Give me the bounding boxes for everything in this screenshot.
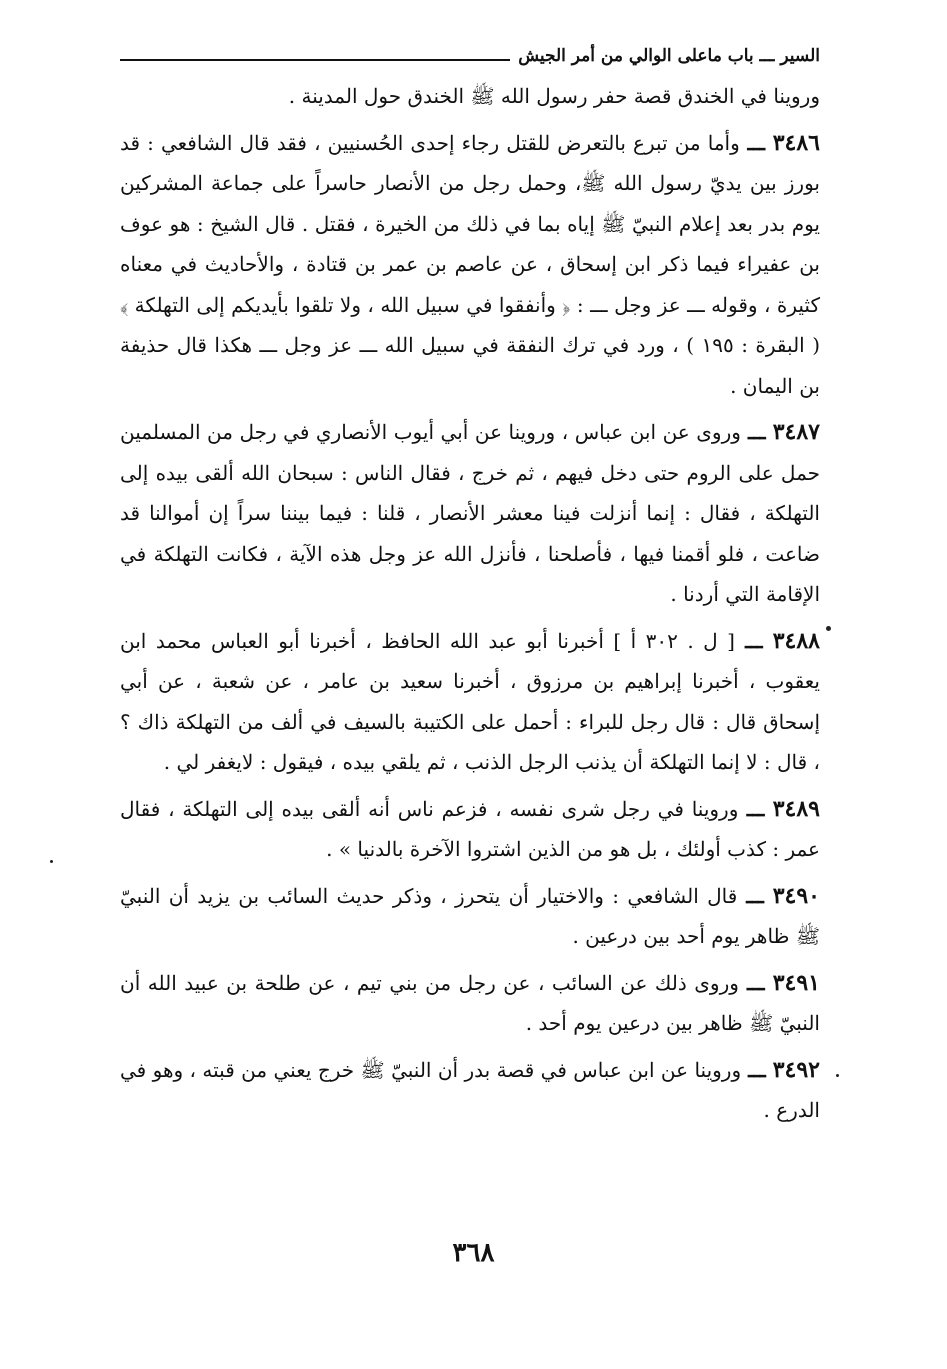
entry-text: وروى عن ابن عباس ، وروينا عن أبي أيوب الأنصاري في رجل من المسلمين حمل على الروم حتى دخل فيهم ، ثم خرج ، فقال الناس : سبحان الله ألقى بيده إلى التهلكة ، فقال : إنما أنزلت فينا معشر الأنصار ، قلنا : فيما بيننا سراً إن أموالنا قد ضاعت ، فلو أقمنا فيها ، فأصلحنا ، فأنزل الله عز وجل هذه الآية ، فكانت التهلكة في الإقامة التي أردنا . (120, 420, 820, 606)
entry-number: ٣٤٨٦ (772, 129, 820, 156)
page-number: ٣٦٨ (452, 1238, 495, 1268)
entry-paragraph (120, 1050, 820, 1131)
entry-number: ٣٤٨٧ (772, 419, 820, 445)
entry-dash: ـــ (741, 1057, 773, 1082)
entry-number: ٣٤٩٢ (772, 1056, 820, 1083)
entry-paragraph (120, 789, 820, 870)
entries-list (120, 123, 820, 1131)
entry-number: ٣٤٩٠ (772, 882, 820, 909)
entry-dash: ـــ (739, 130, 773, 155)
document-page (120, 40, 820, 1340)
entry-number: ٣٤٩١ (772, 969, 820, 996)
scan-speck (50, 860, 53, 863)
entry-paragraph (120, 621, 820, 783)
entry-dash: ـــ (738, 796, 773, 821)
entry-text: قال الشافعي : والاختيار أن يتحرز ، وذكر حديث السائب بن يزيد أن النبيّ ﷺ ظاهر يوم أحد بين درعين . (120, 883, 820, 948)
entry-text: وأما من تبرع بالتعرض للقتل رجاء إحدى الحُسنيين ، فقد قال الشافعي : قد بورز بين يديّ رسول الله ﷺ، وحمل رجل من الأنصار حاسراً على جماعة المشركين يوم بدر بعد إعلام النبيّ ﷺ إياه بما في ذلك من الخيرة ، فقتل . قال الشيخ : هو عوف بن عفيراء فيما ذكر ابن إسحاق ، عن عاصم بن عمر بن قتادة ، والأحاديث في معناه كثيرة ، وقوله ـــ عز وجل ـــ : ﴿ وأنفقوا في سبيل الله ، ولا تلقوا بأيديكم إلى التهلكة ﴾ ( البقرة : ١٩٥ ) ، ورد في ترك النفقة في سبيل الله ـــ عز وجل ـــ هكذا قال حذيفة بن اليمان . (120, 130, 820, 398)
entry-text: وروينا عن ابن عباس في قصة بدر أن النبيّ ﷺ خرج يعني من قبته ، وهو في الدرع . (120, 1057, 820, 1122)
entry-text: [ ل . ٣٠٢ أ ] أخبرنا أبو عبد الله الحافظ ، أخبرنا أبو العباس محمد ابن يعقوب ، أخبرنا إبراهيم بن مرزوق ، أخبرنا سعيد بن عامر ، عن شعبة ، عن أبي إسحاق قال : قال رجل للبراء : أحمل على الكتيبة بالسيف في ألف من التهلكة ذاك ؟ ، قال : لا إنما التهلكة أن يذنب الرجل الذنب ، ثم يلقي بيده ، فيقول : لايغفر لي . (120, 628, 820, 774)
entry-paragraph (120, 123, 820, 407)
entry-paragraph (120, 412, 820, 615)
entry-dash: ـــ (737, 883, 773, 908)
entry-text: وروى ذلك عن السائب ، عن رجل من بني تيم ، عن طلحة بن عبيد الله أن النبيّ ﷺ ظاهر بين درعين يوم أحد . (120, 970, 820, 1035)
scan-speck (836, 1074, 839, 1077)
running-title: السير ـــ باب ماعلى الوالي من أمر الجيش (518, 46, 820, 66)
intro-paragraph: وروينا في الخندق قصة حفر رسول الله ﷺ الخندق حول المدينة . (288, 84, 820, 108)
header-rule (120, 59, 510, 61)
entry-dash: ـــ (738, 970, 773, 995)
entry-number: ٣٤٨٩ (772, 795, 820, 822)
entry-dash: ـــ (735, 628, 773, 653)
entry-paragraph (120, 963, 820, 1044)
entry-dash: ـــ (740, 420, 773, 444)
entry-paragraph (120, 876, 820, 957)
entry-number: ٣٤٨٨ (772, 627, 820, 654)
scan-speck (826, 626, 831, 631)
entry-text: وروينا في رجل شرى نفسه ، فزعم ناس أنه ألقى بيده إلى التهلكة ، فقال عمر : كذب أولئك ، بل هو من الذين اشتروا الآخرة بالدنيا » . (120, 796, 820, 861)
running-header (120, 40, 820, 72)
